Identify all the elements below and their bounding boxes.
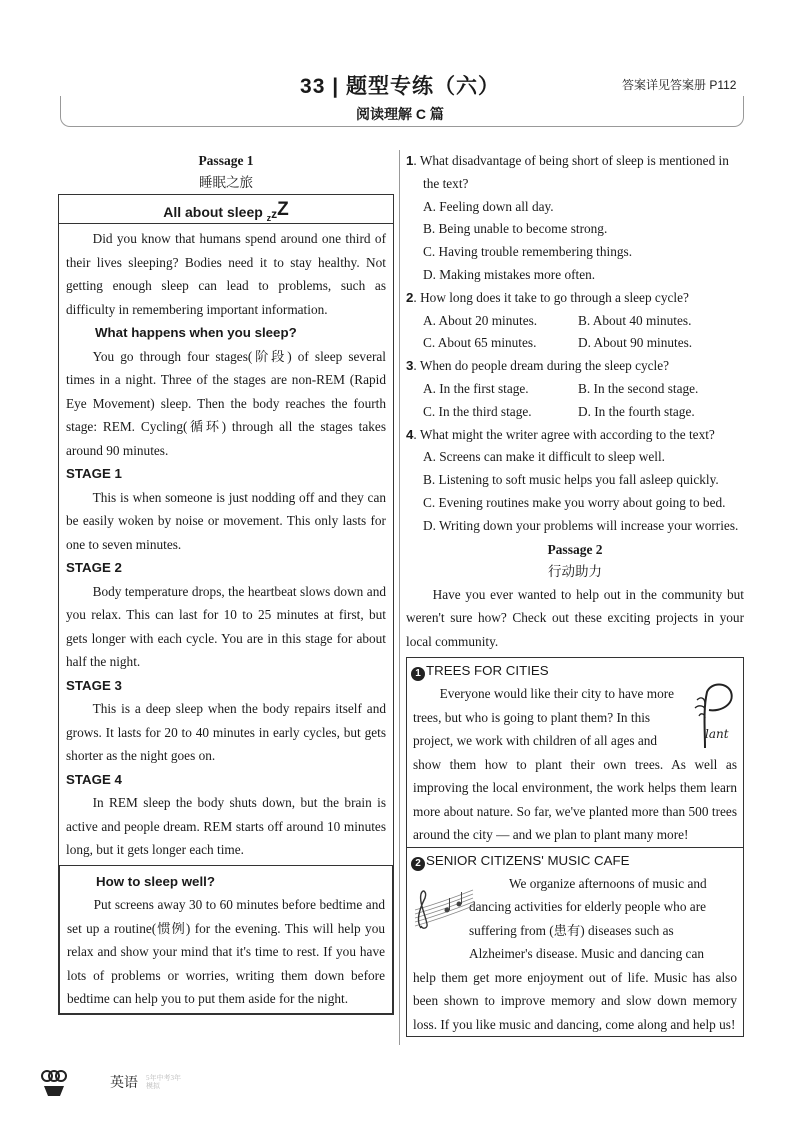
stage-2-text: Body temperature drops, the heartbeat slows down and you relax. This can last for 10 to 25 minutes at first, but gets longer with each cycle. You are in this stage for about half the night. bbox=[66, 583, 386, 669]
question-text: When do people dream during the sleep cycle? bbox=[419, 358, 670, 374]
project-2-line-3: suffering from (患有) diseases such as bbox=[469, 922, 674, 938]
passage2-label: Passage 2 bbox=[547, 541, 603, 557]
project-music-cafe bbox=[407, 847, 743, 1037]
number-badge-2: 2 bbox=[411, 857, 425, 871]
project-2-line-1: We organize afternoons of music and bbox=[509, 875, 707, 891]
stage-3-text: This is a deep sleep when the body repairs itself and grows. It lasts for 20 to 40 minutes in early cycles, but gets shorter as the night goes on. bbox=[66, 701, 386, 763]
questions-column bbox=[406, 150, 744, 1037]
option-c[interactable]: C. In the third stage. bbox=[423, 403, 532, 419]
question-number: 3 bbox=[406, 358, 414, 374]
project-2-text: help them get more enjoyment out of life. Music has also been shown to improve memory and slow down memory loss. If you like music and dancing, come along and help us! bbox=[413, 969, 737, 1032]
question-number: 2 bbox=[406, 289, 414, 305]
question-stem: 3. When do people dream during the sleep cycle? bbox=[406, 358, 670, 374]
option-d[interactable]: D. About 90 minutes. bbox=[578, 335, 693, 351]
zzz-large: Z bbox=[277, 199, 289, 220]
music-note-icon bbox=[413, 880, 475, 930]
answer-reference: 答案详见答案册 P112 bbox=[622, 78, 737, 92]
project-1-line-1: Everyone would like their city to have more bbox=[439, 686, 675, 702]
passage2-intro: Have you ever wanted to help out in the community but weren't sure how? Check out these exciting projects in your local community. bbox=[406, 586, 744, 649]
question-1 bbox=[406, 150, 744, 287]
zzz-icon bbox=[266, 199, 289, 223]
passage1-paragraph: You go through four stages(阶段) of sleep several times in a night. Three of the stages are non-REM (Rapid Eye Movement) sleep. Then the body reaches the fourth stage: REM. Cycling(循环) through all the stages takes around 90 minutes. bbox=[66, 348, 386, 458]
passage1-column bbox=[58, 150, 394, 1015]
stage-1-title: STAGE 1 bbox=[66, 466, 122, 481]
stage-4-text: In REM sleep the body shuts down, but the brain is active and people dream. REM starts off around 10 minutes long, but it gets longer each time. bbox=[66, 795, 386, 857]
heading-what-happens: What happens when you sleep? bbox=[95, 325, 297, 340]
projects-box bbox=[406, 657, 744, 1037]
page-title: 33 | 题型专练（六） bbox=[300, 75, 500, 98]
publisher-logo-icon bbox=[40, 1068, 68, 1098]
number-badge-1: 1 bbox=[411, 667, 425, 681]
option-a[interactable]: A. About 20 minutes. bbox=[423, 312, 538, 328]
stage-2-title: STAGE 2 bbox=[66, 560, 122, 575]
question-number: 1 bbox=[406, 153, 414, 168]
plant-logo-icon bbox=[691, 680, 739, 750]
option-b[interactable]: B. Being unable to become strong. bbox=[423, 221, 608, 237]
section-subtitle: 阅读理解 C 篇 bbox=[356, 106, 444, 122]
option-c[interactable]: C. About 65 minutes. bbox=[423, 335, 537, 351]
zzz-medium: z bbox=[271, 207, 278, 221]
project-1-line-3: project, we work with children of all ages and bbox=[413, 733, 658, 749]
option-c[interactable]: C. Evening routines make you worry about going to bed. bbox=[423, 494, 726, 510]
option-a[interactable]: A. In the first stage. bbox=[423, 380, 529, 396]
project-2-heading bbox=[407, 848, 743, 872]
project-1-text: show them how to plant their own trees. As well as improving the local environment, the work helps them learn more about nature. So far, we've planted more than 500 trees around the city — and we plan to plant many more! bbox=[413, 756, 737, 843]
question-stem: 2. How long does it take to go through a sleep cycle? bbox=[406, 289, 689, 305]
box-title-text: All about sleep bbox=[163, 204, 263, 220]
option-d[interactable]: D. In the fourth stage. bbox=[578, 403, 695, 419]
sleep-well-text: Put screens away 30 to 60 minutes before bedtime and set up a routine(惯例) for the evening. This will help you relax and show your mind that it's time to rest. If you have lots of problems or worries, writing them down before bedtime can help you to put them aside for the night. bbox=[67, 897, 385, 1006]
question-text: What might the writer agree with according to the text? bbox=[419, 426, 715, 442]
stage-3-title: STAGE 3 bbox=[66, 677, 122, 693]
passage2-cn-title: 行动助力 bbox=[548, 563, 602, 579]
project-1-title: TREES FOR CITIES bbox=[426, 663, 549, 679]
stage-4-title: STAGE 4 bbox=[66, 771, 122, 787]
question-3 bbox=[406, 355, 744, 423]
option-d[interactable]: D. Writing down your problems will increase your worries. bbox=[423, 517, 739, 533]
faded-series-text: 5年中考3年模拟 bbox=[146, 1074, 181, 1090]
project-2-line-2: dancing activities for elderly people who are bbox=[469, 899, 707, 915]
passage1-cn-title: 睡眠之旅 bbox=[199, 175, 253, 190]
project-1-heading bbox=[407, 658, 743, 682]
heading-how-to-sleep-well: How to sleep well? bbox=[96, 873, 215, 889]
option-c[interactable]: C. Having trouble remembering things. bbox=[423, 244, 633, 260]
question-2 bbox=[406, 287, 744, 355]
passage1-label: Passage 1 bbox=[198, 153, 254, 168]
sleep-well-box bbox=[59, 865, 393, 1014]
stage-1-text: This is when someone is just nodding off and they can be easily woken by noise or movement. This only lasts for one to seven minutes. bbox=[66, 489, 386, 552]
passage1-box bbox=[58, 194, 394, 1015]
question-text: What disadvantage of being short of sleep is mentioned in the text? bbox=[419, 153, 729, 191]
option-a[interactable]: A. Feeling down all day. bbox=[423, 198, 554, 214]
column-divider bbox=[399, 150, 400, 1045]
project-trees bbox=[407, 658, 743, 847]
subject-label: 英语 bbox=[110, 1075, 138, 1091]
question-stem: 4. What might the writer agree with according to the text? bbox=[406, 426, 715, 442]
question-stem: 1. What disadvantage of being short of sleep is mentioned in the text? bbox=[406, 153, 729, 191]
question-text: How long does it take to go through a sleep cycle? bbox=[420, 289, 689, 305]
question-number: 4 bbox=[406, 426, 414, 442]
project-2-line-4: Alzheimer's disease. Music and dancing can bbox=[469, 946, 705, 962]
passage1-box-title bbox=[59, 195, 393, 224]
zzz-small: z bbox=[266, 213, 272, 223]
question-4 bbox=[406, 424, 744, 538]
passage1-intro: Did you know that humans spend around one third of their lives sleeping? Bodies need it to stay healthy. Not getting enough sleep can lead to problems, such as difficulty in remembering important information. bbox=[66, 231, 386, 317]
option-b[interactable]: B. Listening to soft music helps you fall asleep quickly. bbox=[423, 472, 719, 488]
plant-logo-text: lant bbox=[705, 727, 729, 742]
option-a[interactable]: A. Screens can make it difficult to sleep well. bbox=[423, 449, 665, 465]
option-b[interactable]: B. In the second stage. bbox=[578, 380, 699, 396]
option-b[interactable]: B. About 40 minutes. bbox=[578, 312, 692, 328]
option-d[interactable]: D. Making mistakes more often. bbox=[423, 266, 596, 282]
project-2-title: SENIOR CITIZENS' MUSIC CAFE bbox=[426, 852, 630, 868]
project-1-line-2: trees, but who is going to plant them? In this bbox=[413, 709, 651, 725]
